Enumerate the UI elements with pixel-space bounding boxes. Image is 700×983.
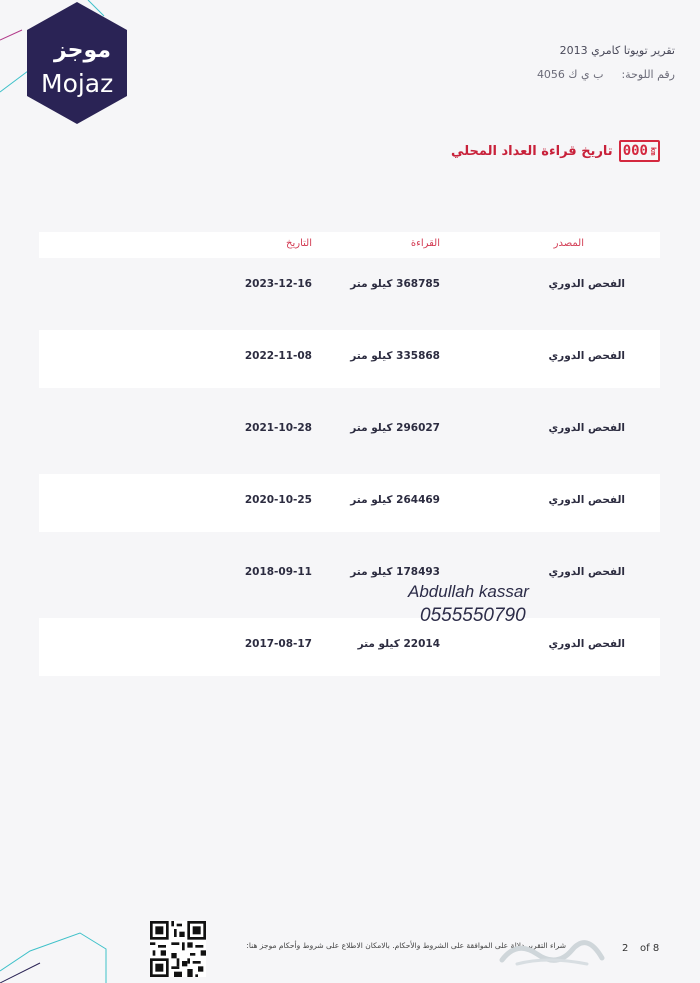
mojaz-logo — [27, 2, 127, 126]
row-source: الفحص الدوري — [548, 278, 625, 290]
row-reading: 296027 كيلو متر — [350, 422, 440, 434]
row-date: 2017-08-17 — [244, 638, 312, 650]
watermark-name: Abdullah kassar — [408, 582, 529, 601]
page-number: 2 — [622, 943, 629, 954]
report-title: تقرير تويوتا كامري 2013 — [559, 44, 675, 57]
haraj-watermark-icon — [497, 930, 607, 970]
odometer-icon — [619, 140, 660, 162]
odometer-digits: 000 — [622, 143, 648, 159]
table-row — [39, 258, 660, 316]
table-row — [39, 474, 660, 532]
row-date: 2022-11-08 — [244, 350, 312, 362]
odometer-unit: km — [649, 146, 657, 156]
row-date: 2023-12-16 — [244, 278, 312, 290]
header-source: المصدر — [553, 238, 584, 249]
plate-value: ب ي ك 4056 — [536, 68, 604, 81]
watermark-phone: 0555550790 — [420, 605, 526, 626]
row-reading: 22014 كيلو متر — [357, 638, 440, 650]
row-reading: 178493 كيلو متر — [350, 566, 440, 578]
row-date: 2018-09-11 — [244, 566, 312, 578]
table-row — [39, 402, 660, 460]
plate-label: رقم اللوحة: — [621, 68, 675, 81]
header-date: التاريخ — [286, 238, 312, 249]
table-row — [39, 618, 660, 676]
row-source: الفحص الدوري — [548, 638, 625, 650]
row-source: الفحص الدوري — [548, 350, 625, 362]
page-total: of 8 — [640, 943, 660, 954]
logo-english-text: Mojaz — [41, 69, 114, 98]
row-source: الفحص الدوري — [548, 494, 625, 506]
footer-decoration — [0, 923, 120, 983]
logo-arabic-text: موجز — [54, 38, 111, 63]
header-reading: القراءة — [410, 238, 440, 249]
table-row — [39, 546, 660, 604]
row-reading: 368785 كيلو متر — [350, 278, 440, 290]
section-title-text: تاريخ قراءة العداد المحلي — [451, 143, 613, 159]
section-title — [451, 140, 660, 162]
qr-code[interactable] — [150, 921, 206, 977]
row-date: 2020-10-25 — [244, 494, 312, 506]
row-date: 2021-10-28 — [244, 422, 312, 434]
table-header — [39, 232, 660, 258]
plate-row — [537, 68, 675, 81]
row-source: الفحص الدوري — [548, 566, 625, 578]
row-source: الفحص الدوري — [548, 422, 625, 434]
row-reading: 335868 كيلو متر — [350, 350, 440, 362]
table-row — [39, 330, 660, 388]
row-reading: 264469 كيلو متر — [350, 494, 440, 506]
footer-terms-note: شراء التقرير دلالة على الموافقة على الشروط والأحكام. بالامكان الاطلاع على شروط وأحكام موجز هنا: — [246, 941, 566, 950]
